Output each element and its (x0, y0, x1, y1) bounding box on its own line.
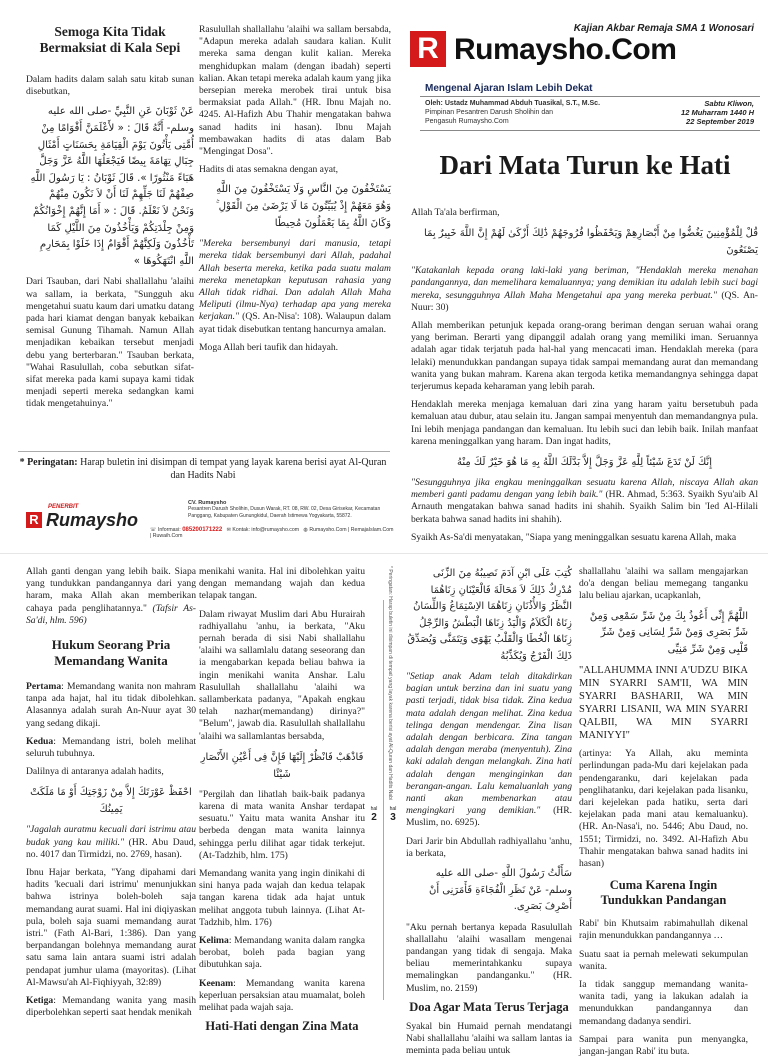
col4-arabic-doa: اللَّهُمَّ إِنِّى أَعُوذُ بِكَ مِنْ شَرِّ سَمْعِى وَمِنْ شَرِّ بَصَرِى وَمِنْ شَرِّ لِسَانِى وَمِنْ شَرِّ قَلْبِى وَمِنْ شَرِّ مَنِيِّى (589, 610, 748, 655)
main-title: Dari Mata Turun ke Hati (439, 150, 731, 180)
col1-p1: Allah ganti dengan yang lebih baik. Siapa yang tundukkan pandangannya dari yang haram, maka Allah akan memberikan cahaya pada penglihatannya." (26, 566, 196, 614)
col1-ketiga-label: Ketiga (26, 995, 54, 1007)
author-info (425, 99, 645, 126)
page-number-right: hal 3 (389, 806, 397, 823)
main-translation-1: "Katakanlah kepada orang laki-laki yang beriman, "Hendaklah mereka menahan pandangannya, dan memelihara kemaluannya; yang demikian itu adalah lebih suci bagi mereka, sesungguhnya Allah Maha Mengetahui apa yang mereka perbuat." (411, 265, 758, 301)
author-role: Pimpinan Pesantren Darush Sholihin dan (425, 109, 554, 116)
main-p2: Hendaklah mereka menjaga kemaluan dari zina yang haram yaitu bersetubuh pada kemaluan atau dubur, atau selain itu. Jangan sampai menyentuh dan memandangnya pula. Ini lebih menjaga pandangan dan kemaluan. Itu lebih suci dan lebih baik. Inilah manfaat karena meninggalkan yang haram. Dan ingat hadits, (411, 399, 758, 447)
col2-heading: Hati-Hati dengan Zina Mata (205, 1019, 359, 1034)
col3 (406, 566, 572, 1064)
tagline: Mengenal Ajaran Islam Lebih Dekat (425, 83, 593, 94)
col3-translation-ref: (HR. Muslim, no. 6925). (406, 805, 572, 829)
date-hijri: 12 Muharram 1440 H (681, 108, 754, 117)
email-label: Kontak: (232, 527, 250, 533)
email-icon: ✉ (226, 527, 231, 533)
col3-arabic-hadith: كُتِبَ عَلَى ابْنِ آدَمَ نَصِيبُهُ مِنَ الزِّنَى مُدْرِكٌ ذَلِكَ لاَ مَحَالَةَ فَالْعَيْنَانِ زِنَاهُمَا النَّظَرُ وَالأُذُنَانِ زِنَاهُمَا الاِسْتِمَاعُ وَاللِّسَانُ زِنَاهُ الْكَلاَمُ وَالْيَدُ زِنَاهَا الْبَطْشُ وَالرِّجْلُ زِنَاهَا الْخُطَا وَالْقَلْبُ يَهْوَى وَيَتَمَنَّى وَيُصَدِّقُ ذَلِكَ الْفَرْجُ وَيُكَذِّبُهُ (407, 568, 572, 662)
col1-ketiga: : Memandang wanita yang masih diperbolehkan seperti saat hendak menikah (26, 995, 196, 1019)
author-name: Oleh: Ustadz Muhammad Abduh Tuasikal, S.T., M.Sc. (425, 100, 601, 107)
col3-p1: Dari Jarir bin Abdullah radhiyallahu 'anhu, ia berkata, (406, 835, 572, 859)
col1-kedua-label: Kedua (26, 735, 54, 747)
warning-note (18, 456, 388, 482)
col2-p1: menikahi wanita. Hal ini dibolehkan yaitu dengan memandang wajah dan kedua telapak tangan. (199, 566, 365, 602)
side-p5-ref: (QS. An-Nisa': 108). Walaupun dalam ayat tidak disebutkan tentang hancurnya amalan. (199, 311, 391, 335)
col1-arabic: احْفَظْ عَوْرَتَكَ إِلاَّ مِنْ زَوْجَتِكَ أَوْ مَا مَلَكَتْ يَمِينُكَ (30, 787, 192, 816)
side-arabic-ayat: يَسْتَخْفُونَ مِنَ النَّاسِ وَلَا يَسْتَخْفُونَ مِنَ اللَّهِ وَهُوَ مَعَهُمْ إِذْ يُبَيِّتُونَ مَا لَا يَرْضَىٰ مِنَ الْقَوْلِ ۚ وَكَانَ اللَّهُ بِمَا يَعْمَلُونَ مُحِيطًا (216, 184, 391, 229)
publisher-pen-label: PENERBIT (48, 504, 79, 510)
col1-translation: "Jagalah auratmu kecuali dari istrimu atau budak yang kau miliki." (26, 824, 196, 848)
note-separator (18, 451, 390, 452)
page-fold-divider (0, 553, 768, 554)
masthead (410, 23, 760, 73)
email-address: info@rumaysho.com (251, 527, 300, 533)
phone-icon: ☏ (150, 527, 157, 533)
vertical-warning-note: * Peringatan: Harap buletin ini disimpan di tempat yang layak karena berisi ayat Al-Quran dan Hadits Nabi (387, 566, 393, 801)
side-arabic-hadith: عَنْ ثَوْبَانَ عَنِ النَّبِيِّ -صلى الله عليه وسلم- أَنَّهُ قَالَ : « لأَعْلَمَنَّ أَقْوَامًا مِنْ أُمَّتِى يَأْتُونَ يَوْمَ الْقِيَامَةِ بِحَسَنَاتٍ أَمْثَالِ جِبَالِ تِهَامَةَ بِيضًا فَيَجْعَلُهَا اللَّهُ عَزَّ وَجَلَّ هَبَاءً مَنْثُورًا ». قَالَ ثَوْبَانُ : يَا رَسُولَ اللَّهِ صِفْهُمْ لَنَا جَلِّهِمْ لَنَا أَنْ لاَ نَكُونَ مِنْهُمْ وَنَحْنُ لاَ نَعْلَمُ. قَالَ : « أَمَا إِنَّهُمْ إِخْوَانُكُمْ وَمِنْ جِلْدَتِكُمْ وَيَأْخُذُونَ مِنَ اللَّيْلِ كَمَا تَأْخُذُونَ وَلَكِنَّهُمْ أَقْوَامٌ إِذَا خَلَوْا بِمَحَارِمِ اللَّهِ انْتَهَكُوهَا » (30, 106, 194, 267)
col4 (579, 566, 748, 1064)
main-article (411, 207, 758, 550)
side-article (26, 24, 194, 417)
date-gregorian: 22 September 2019 (686, 117, 754, 126)
col4-p2: (artinya: Ya Allah, aku meminta perlindungan pada-Mu dari kejelakan pada pendengaranku, dari kejelakan pada penglihatanku, dari kejelakan pada lisanku, dari kejelekan pada hatiku, serta dari kejelakan pada mani atau kemaluanku). (HR. An-Nasa'i, no. 5446; Abu Daud, no. 1551; Tirmidzi, no. 3492. Al-Hafizh Abu Thahir mengatakan bahwa sanad hadits ini hasan) (579, 748, 748, 869)
side-p5: "Mereka bersembunyi dari manusia, tetapi mereka tidak bersembunyi dari Allah, padahal Allah beserta mereka, ketika pada suatu malam mereka menetapkan keputusan rahasia yang Allah tidak ridhai. Dan adalah Allah Maha Meliputi (ilmu-Nya) terhadap apa yang mereka kerjakan." (199, 238, 391, 323)
col2-p2: Dalam riwayat Muslim dari Abu Hurairah radhiyallahu 'anhu, ia berkata, "Aku pernah berada di sisi Nabi shallallahu 'alaihi wa sallamlalu datang seseorang dan ia mengabarkan kepada beliau bahwa ia ingin menikahi wanita Anshar. Lalu Rasulullah shallallahu 'alaihi wa sallamberkata padanya, "Apakah engkau telah nazhar(memandang) dirinya?" "Belum", jawab dia. Rasulullah shallallahu 'alaihi wa sallamlantas bersabda, (199, 608, 365, 742)
side-article-title: Semoga Kita Tidak Bermaksiat di Kala Sepi (39, 24, 181, 55)
publisher-address: Pesantren Darush Sholihin, Dusun Warak, RT. 08, RW. 02, Desa Girisekar, Kecamatan Panggang, Kabupaten Gunungkidul, Daerah Istimewa Yogyakarta, 55872. (188, 506, 381, 519)
issue-date (681, 99, 754, 126)
col1-kedua: : Memandang istri, boleh melihat seluruh tubuhnya. (26, 735, 196, 760)
col4-p4: Suatu saat ia pernah melewati sekumpulan wanita. (579, 948, 748, 972)
author-role-2: Pengasuh Rumaysho.Com (425, 118, 509, 125)
side-p2: Dari Tsauban, dari Nabi shallallahu 'alaihi wa sallam, ia berkata, "Sungguh aku mengetahui suatu kaum dari umatku datang pada hari kiamat dengan banyak kebaikan semisal Gunung Tihamah. Namun Allah menjadikan kebaikan tersebut menjadi debu yang berterbaran." Tsauban berkata, "Wahai Rasulullah, coba sebutkan sifat-sifat mereka pada kami supaya kami tidak menjadi seperti mereka sedangkan kami tidak mengetahuinya." (26, 276, 194, 410)
col3-arabic-2: سَأَلْتُ رَسُولَ اللَّهِ -صلى الله عليه وسلم- عَنْ نَظَرِ الْفُجَاءَةِ فَأَمَرَنِى أَنْ أَصْرِفَ بَصَرِى. (428, 868, 572, 913)
main-arabic-hadith: إِنَّكَ لَنْ تَدَعَ شَيْئاً لِلَّهِ عَزَّ وَجَلَّ إِلاَّ بَدَّلَكَ اللَّهُ بِهِ مَا هُوَ خَيْرٌ لَكَ مِنْهُ (457, 457, 712, 469)
publisher-block (18, 500, 393, 540)
col1-pertama: : Memandang wanita non mahram tanpa ada hajat, hal itu tidak dibolehkan. Alasannya adalah surah An-Nuur ayat 30 yang sedang dikaji. (26, 681, 196, 729)
col2-p4: Memandang wanita yang ingin dinikahi di sini hanya pada wajah dan kedua telapak tangan karena tidak ada hajat untuk melihat anggota tubuh lainnya. (Lihat At-Tadzhib, hlm. 176) (199, 868, 365, 928)
page-number-left: hal 2 (370, 806, 378, 823)
col1 (26, 566, 196, 1025)
publisher-info (188, 500, 393, 519)
date-day: Sabtu Kliwon, (704, 99, 754, 108)
kajian-label: Kajian Akbar Remaja SMA 1 Wonosari (573, 23, 754, 34)
logo-letter: R (410, 31, 446, 67)
main-arabic-ayat: قُلْ لِلْمُؤْمِنِينَ يَغُضُّوا مِنْ أَبْصَارِهِمْ وَيَحْفَظُوا فُرُوجَهُمْ ذَٰلِكَ أَزْكَىٰ لَهُمْ إِنَّ اللَّهَ خَبِيرٌ بِمَا يَصْنَعُونَ (424, 228, 758, 257)
header-separator-2 (420, 130, 760, 131)
col4-p1: shallallahu 'alaihi wa sallam mengajarkan do'a dengan beliau memegang tanganku lalu beliau ajarkan, ucapkanlah, (579, 566, 748, 602)
col4-p3: Rabi' bin Khutsaim rabimahullah dikenal rajin menundukkan pandangannya … (579, 918, 748, 942)
col2-keenam-label: Keenam (199, 977, 234, 989)
main-intro: Allah Ta'ala berfirman, (411, 207, 500, 218)
col3-heading: Doa Agar Mata Terus Terjaga (409, 999, 569, 1014)
col1-ibnu-hajar: Ibnu Hajar berkata, "Yang dipahami dari hadits 'kecuali dari istrimu' menunjukkan bahwa istrinya boleh-boleh saja memandang aurat suami. Hal ini diqiyaskan pula, boleh saja suami memandang aurat istri." (Fath Al-Bari, 1:386). Dan yang berpandangan bolehnya memandang aurat satu sama lain antara suami istri adalah pendapat jumhur ulama (mayoritas). (Lihat Al-Mawsu'ah Al-Fiqhiyyah, 32:89) (26, 867, 196, 988)
col1-dalil: Dalilnya di antaranya adalah hadits, (26, 766, 164, 778)
publisher-logo-name: Rumaysho (46, 510, 139, 530)
side-p1: Dalam hadits dalam salah satu kitab sunan disebutkan, (26, 74, 194, 98)
col4-heading: Cuma Karena Ingin Tundukkan Pandangan (600, 878, 727, 908)
col1-heading: Hukum Seorang Pria Memandang Wanita (51, 637, 171, 669)
warning-label: * Peringatan: (19, 457, 78, 468)
col2-arabic: فَاذْهَبْ فَانْظُرْ إِلَيْهَا فَإِنَّ فِى أَعْيُنِ الأَنْصَارِ شَيْئًا (200, 751, 364, 780)
websites: Rumaysho.Com | RemajaIslam.Com | Ruwaih.Com (150, 527, 394, 539)
col1-pertama-label: Pertama (26, 681, 62, 693)
col3-p2: "Aku pernah bertanya kepada Rasulullah shallallahu 'alaihi wasallam mengenai pandangan yang tidak di sengaja. Maka beliau memerintahkanku supaya memalingkan pandanganku." (HR. Muslim, no. 2159) (406, 921, 572, 994)
col2-kelima-label: Kelima (199, 935, 229, 947)
col1-translation-ref: (HR. Abu Daud, no. 4017 dan Tirmidzi, no. 2769, hasan). (26, 836, 196, 860)
col4-p5: Ia tidak sanggup memandang wanita-wanita tadi, yang ia lakukan adalah ia menundukkan pandangannya dan memandang dadanya sendiri. (579, 978, 748, 1027)
col2 (199, 566, 365, 1033)
side-article-col2 (199, 24, 391, 360)
side-p6: Moga Allah beri taufik dan hidayah. (199, 341, 339, 353)
side-p3: Rasulullah shallallahu 'alaihi wa sallam bersabda, "Adapun mereka adalah saudara kalian. Kulit mereka sama dengan kulit kalian. Mereka menghidupkan malam (dengan ibadah) seperti kalian. Akan tetapi mereka adalah kaum yang jika bersepian mereka merobek tirai untuk bisa bermaksiat pada Allah." (HR. Ibnu Majah no. 4245. Al-Hafizh Abu Thahir mengatakan bahwa sanad hadits ini hasan). Ibnu Majah membawakan hadits di atas dalam Bab "Mengingat Dosa". (199, 24, 391, 158)
phone-label: Informasi: (157, 527, 181, 533)
col3-translation: "Setiap anak Adam telah ditakdirkan bagian untuk berzina dan ini suatu yang pasti terjadi, tidak bisa tidak. Zina kedua mata adalah dengan melihat. Zina kedua telinga dengan mendengar. Zina lisan adalah dengan berbicara. Zina tangan adalah dengan meraba (menyentuh). Zina kaki adalah dengan melangkah. Zina hati adalah dengan menginginkan dan berangan-angan. Lalu kemaluanlah yang nanti akan membenarkan atau mengingkari yang demikian." (406, 671, 572, 817)
logo-text: Rumaysho.Com (454, 33, 677, 66)
col3-p3: Syakal bin Humaid pernah mendatangi Nabi shallallahu 'alaihi wa sallam lantas ia meminta pada beliau untuk (406, 1020, 572, 1057)
col4-p6: Sampai para wanita pun menyangka, jangan-jangan Rabi' itu buta. (579, 1033, 748, 1057)
col4-latin: "ALLAHUMMA INNI A'UDZU BIKA MIN SYARRI SAM'II, WA MIN SYARRI BASHARII, WA MIN SYARRI LISANII, WA MIN SYARRI QALBII, WA MIN SYARRI MANIYYI" (579, 665, 748, 742)
globe-icon: ◍ (303, 527, 308, 533)
warning-text: Harap buletin ini disimpan di tempat yang layak karena berisi ayat Al-Quran dan Hadits Nabi (77, 457, 387, 481)
side-p4: Hadits di atas semakna dengan ayat, (199, 164, 339, 176)
main-p1: Allah memberikan petunjuk kepada orang-orang beriman dengan seruan wahai orang yang beriman. Berarti yang dipanggil adalah orang yang memiliki iman. Seruannya adalah agar tidak terjatuh pada hal-hal yang mencacati iman. Hendaklah mereka (para lelaki) menundukkan pandangan supaya tidak sampai memandang aurat dan memandang wanita yang bukan mahram. Karena akan tergoda ketika memandangnya sehingga dapat terjerumus kepada keharaman yang lebih parah. (411, 320, 758, 393)
main-translation-2: "Sesungguhnya jika engkau meninggalkan sesuatu karena Allah, niscaya Allah akan memberi ganti padamu dengan yang lebih baik." (411, 477, 758, 501)
header-separator (420, 96, 760, 97)
main-p3: Syaikh As-Sa'di menyatakan, "Siapa yang meninggalkan sesuatu karena Allah, maka (411, 531, 737, 543)
publisher-logo-letter: R (26, 512, 42, 528)
publisher-contacts (150, 527, 395, 539)
main-translation-1-ref: (QS. An-Nuur: 30) (411, 289, 759, 313)
col2-keenam: : Memandang wanita karena keperluan persaksian atau muamalat, boleh melihat pada wajah saja. (199, 977, 365, 1014)
phone-number: 085200171222 (182, 527, 223, 533)
publisher-org: CV. Rumaysho (188, 500, 227, 506)
gutter-line (383, 600, 384, 1000)
col2-p3: "Pergilah dan lihatlah baik-baik padanya karena di mata wanita Anshar terdapat sesuatu." Yaitu mata wanita Anshar itu berbeda dengan mata wanita lainnya sehingga perlu dilihat agar tidak terkejut. (At-Tadzhib, hlm. 175) (199, 788, 365, 861)
col1-p1-ref: (Tafsir As-Sa'di, hlm. 596) (26, 602, 196, 626)
col2-kelima: : Memandang wanita dalam rangka berobat, boleh pada bagian yang dibutuhkan saja. (199, 935, 365, 971)
publisher-logo (26, 504, 141, 536)
main-translation-2-ref: (HR. Ahmad, 5:363. Syaikh Syu'aib Al Arnauth mengatakan bahwa sanad hadits ini shahih. Syaikh Salim bin 'Ied Al-Hilali berkata bahwa sanad hadits ini shahih). (411, 489, 758, 525)
